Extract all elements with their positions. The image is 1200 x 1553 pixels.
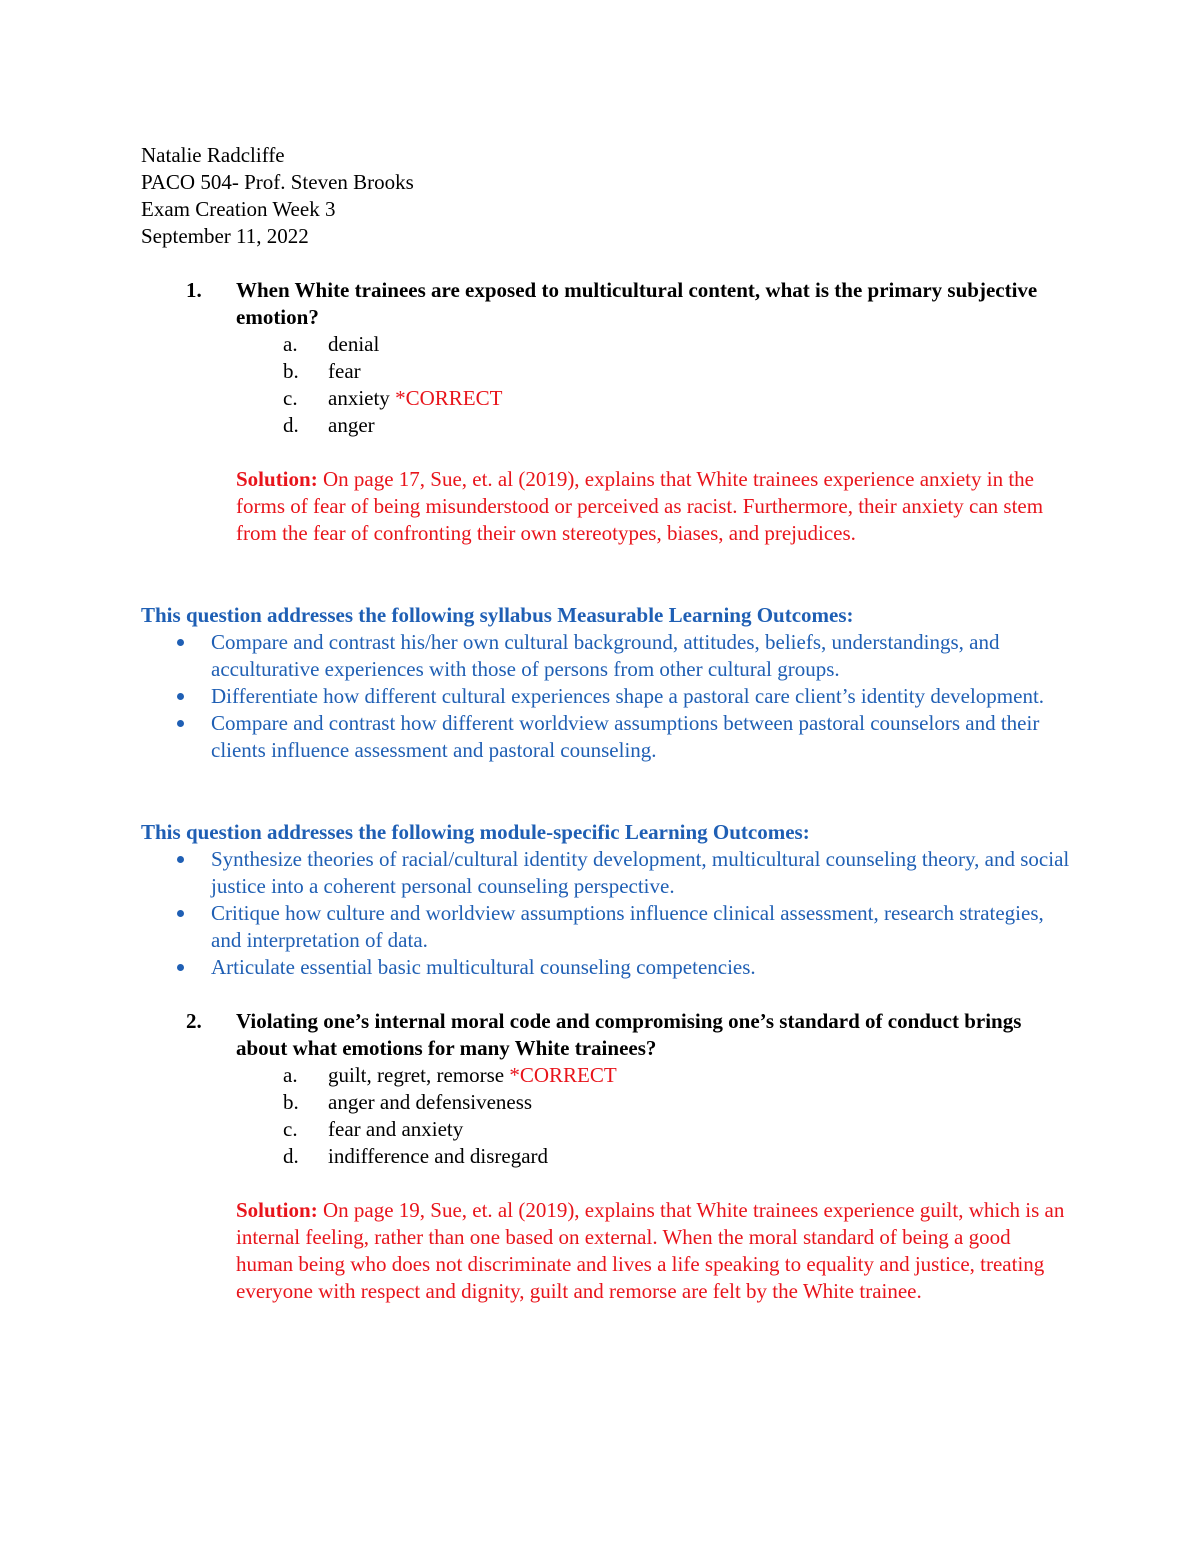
option-text: fear xyxy=(328,359,361,383)
question-1 xyxy=(186,277,1066,547)
option-text: indifference and disregard xyxy=(328,1144,549,1168)
solution-block xyxy=(236,1197,1066,1305)
option-letter: c. xyxy=(283,1117,298,1141)
option-letter: c. xyxy=(283,386,298,410)
list-item: Compare and contrast how different worldview assumptions between pastoral counselors and their clients influence assessment and pastoral counseling. xyxy=(141,710,1071,764)
bullet-icon xyxy=(141,954,211,981)
option-c xyxy=(283,1116,1066,1143)
student-name: Natalie Radcliffe xyxy=(141,143,285,167)
option-text: guilt, regret, remorse xyxy=(328,1063,510,1087)
question-2 xyxy=(186,1008,1066,1305)
solution-label: Solution: xyxy=(236,467,318,491)
option-letter: a. xyxy=(283,332,298,356)
bullet-icon xyxy=(141,846,211,900)
syllabus-outcomes-list xyxy=(141,629,1071,764)
question-text: Violating one’s internal moral code and compromising one’s standard of conduct brings about what emotions for many White trainees? xyxy=(236,1009,1022,1060)
option-letter: d. xyxy=(283,413,299,437)
option-b xyxy=(283,1089,1066,1116)
option-text: anxiety xyxy=(328,386,396,410)
assignment-title: Exam Creation Week 3 xyxy=(141,197,336,221)
correct-mark: *CORRECT xyxy=(509,1063,617,1087)
list-item: Differentiate how different cultural experiences shape a pastoral care client’s identity development. xyxy=(141,683,1071,710)
option-letter: b. xyxy=(283,1090,299,1114)
list-item: Critique how culture and worldview assumptions influence clinical assessment, research strategies, and interpretation of data. xyxy=(141,900,1071,954)
bullet-icon xyxy=(141,683,211,710)
option-letter: a. xyxy=(283,1063,298,1087)
option-text: fear and anxiety xyxy=(328,1117,464,1141)
solution-label: Solution: xyxy=(236,1198,318,1222)
module-outcomes xyxy=(141,819,1071,981)
option-d xyxy=(283,1143,1066,1170)
question-number: 1. xyxy=(186,278,202,302)
answer-options xyxy=(283,331,1066,439)
bullet-icon xyxy=(141,629,211,683)
bullet-icon xyxy=(141,900,211,954)
document-header xyxy=(141,142,414,250)
solution-text: On page 17, Sue, et. al (2019), explains that White trainees experience anxiety in the forms of fear of being misunderstood or perceived as racist. Furthermore, their anxiety can stem from the fear of confronting their own stereotypes, biases, and prejudices. xyxy=(236,467,1044,545)
module-outcomes-list xyxy=(141,846,1071,981)
syllabus-outcomes xyxy=(141,602,1071,764)
solution-text: On page 19, Sue, et. al (2019), explains that White trainees experience guilt, which is an internal feeling, rather than one based on external. When the moral standard of being a good human being who does not discriminate and lives a life speaking to equality and justice, treating everyone with respect and dignity, guilt and remorse are felt by the White trainee. xyxy=(236,1198,1065,1303)
option-b xyxy=(283,358,1066,385)
module-outcomes-heading: This question addresses the following module-specific Learning Outcomes: xyxy=(141,820,810,844)
document-date: September 11, 2022 xyxy=(141,224,309,248)
correct-mark: *CORRECT xyxy=(395,386,503,410)
option-d xyxy=(283,412,1066,439)
solution-block xyxy=(236,466,1066,547)
answer-options xyxy=(283,1062,1066,1170)
bullet-icon xyxy=(141,710,211,764)
course-line: PACO 504- Prof. Steven Brooks xyxy=(141,170,414,194)
syllabus-outcomes-heading: This question addresses the following syllabus Measurable Learning Outcomes: xyxy=(141,603,854,627)
list-item: Articulate essential basic multicultural counseling competencies. xyxy=(141,954,1071,981)
option-letter: d. xyxy=(283,1144,299,1168)
list-item: Synthesize theories of racial/cultural identity development, multicultural counseling theory, and social justice into a coherent personal counseling perspective. xyxy=(141,846,1071,900)
list-item: Compare and contrast his/her own cultural background, attitudes, beliefs, understandings, and acculturative experiences with those of persons from other cultural groups. xyxy=(141,629,1071,683)
option-letter: b. xyxy=(283,359,299,383)
option-text: anger xyxy=(328,413,375,437)
option-a xyxy=(283,1062,1066,1089)
option-text: anger and defensiveness xyxy=(328,1090,533,1114)
option-a xyxy=(283,331,1066,358)
option-c xyxy=(283,385,1066,412)
question-number: 2. xyxy=(186,1009,202,1033)
question-text: When White trainees are exposed to multicultural content, what is the primary subjective emotion? xyxy=(236,278,1038,329)
option-text: denial xyxy=(328,332,380,356)
